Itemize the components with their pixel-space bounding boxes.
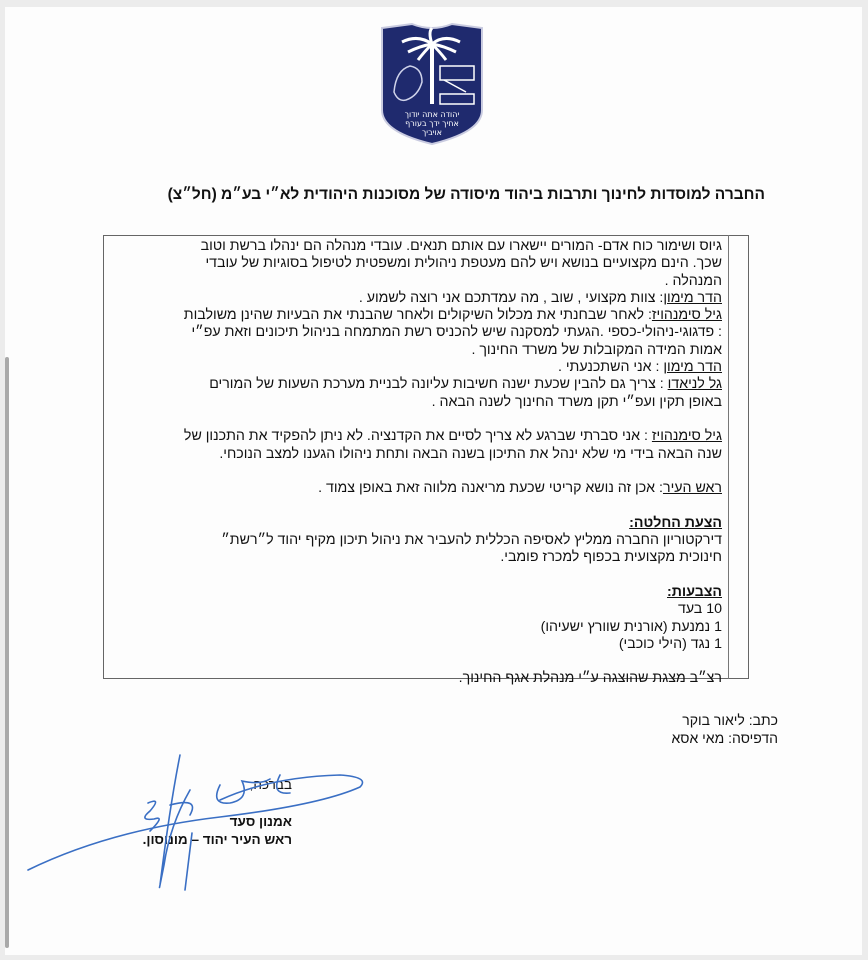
votes-heading: הצבעות:: [667, 583, 722, 600]
paragraph-line: שנה הבאה בידי מי שלא ינהל את התיכון בשנה הבאה ותחת ניהולו הגענו למצב הנוכחי.: [219, 445, 722, 462]
speaker-remark: גיל סימנהויז : אני סברתי שברגע לא צריך לסיים את הקדנציה. לא ניתן להפקיד את התכנון של: [183, 428, 722, 445]
paragraph-line: באופן תקין ועפ״י תקן משרד החינוך לשנה הבאה .: [431, 393, 722, 410]
logo-motto-line-1: יהודה אתה יודוך: [404, 110, 460, 119]
signer-role: ראש העיר יהוד – מונוסון.: [142, 832, 292, 847]
handwritten-signature-icon: [20, 745, 380, 900]
paragraph-line: המנהלה .: [664, 272, 722, 289]
printer-credit: הדפיסה: מאי אסא: [671, 730, 778, 746]
speaker-remark: גיל סימנהויז: לאחר שבחנתי את מכלול השיקולים ולאחר שהבנתי את הבעיות שהינן משולבות: [183, 307, 722, 324]
vertical-scrollbar[interactable]: [5, 357, 9, 948]
vote-line: 1 נמנעת (אורנית שוורץ ישעיהו): [540, 618, 722, 635]
vote-line: 1 נגד (הילי כוכבי): [618, 635, 722, 652]
remark-text: אני השתכנעתי .: [557, 359, 652, 376]
speaker-remark: הדר מימון : אני השתכנעתי .: [557, 359, 722, 376]
paragraph-line: : פדגוגי-ניהולי-כספי .הגעתי למסקנה שיש להכניס רשת המתמחה בניהול תיכונים וזאת עפ״י: [191, 324, 722, 341]
vote-line: 10 בעד: [677, 601, 722, 618]
paragraph-line: אמות המידה המקובלות של משרד החינוך .: [471, 341, 722, 358]
speaker-remark: ראש העיר: אכן זה נושא קריטי שכעת מריאנה מלווה זאת באופן צמוד .: [318, 480, 722, 497]
writer-credit: כתב: ליאור בוקר: [682, 712, 778, 728]
speaker-name: ראש העיר: [662, 480, 722, 497]
speaker-name: גל לניאדו: [667, 376, 722, 393]
speaker-name: הדר מימון: [663, 289, 722, 306]
paragraph-line: גיוס ושימור כוח אדם- המורים יישארו עם אותם תנאים. עובדי מנהלה הם ינהלו ברשת וטוב: [200, 238, 722, 254]
minutes-content: [110, 238, 722, 688]
speaker-remark: גל לניאדו : צריך גם להבין שכעת ישנה חשיבות עליונה לבניית מערכת השעות של המורים: [209, 376, 722, 393]
remark-text: צוות מקצועי , שוב , מה עמדתכם אני רוצה לשמוע .: [358, 289, 656, 306]
document-credits: [560, 711, 778, 747]
remark-text: צריך גם להבין שכעת ישנה חשיבות עליונה לבניית מערכת השעות של המורים: [209, 376, 656, 393]
logo-motto-line-3: אויביך: [421, 128, 443, 137]
closing-note: רצ״ב מצגת שהוצגה ע״י מנהלת אגף החינוך.: [458, 670, 722, 687]
table-column-divider: [728, 235, 729, 679]
resolution-heading: הצעת החלטה:: [629, 514, 722, 531]
resolution-line: דירקטוריון החברה ממליץ לאסיפה הכללית להעביר את ניהול תיכון מקיף יהוד ל״רשת״: [221, 532, 722, 549]
speaker-name: גיל סימנהויז: [651, 428, 722, 445]
paragraph-line: שכך. הינם מקצועיים בנושא ויש להם מעטפת ניהולית ומשפטית לטיפול בסוגיות של עובדי: [205, 255, 722, 272]
greeting: בברכה,: [249, 777, 292, 792]
signer-name: אמנון סעד: [229, 814, 292, 829]
speaker-remark: הדר מימון: צוות מקצועי , שוב , מה עמדתכם אני רוצה לשמוע .: [358, 289, 722, 306]
remark-text: לאחר שבחנתי את מכלול השיקולים ולאחר שהבנתי את הבעיות שהינן משולבות: [183, 307, 645, 324]
speaker-name: הדר מימון: [663, 359, 722, 376]
speaker-name: גיל סימנהויז: [651, 307, 722, 324]
resolution-line: חינוכית מקצועית בכפוף למכרז פומבי.: [500, 549, 722, 566]
city-emblem-shield-icon: [378, 22, 486, 146]
logo-motto-line-2: אחיך ידך בעורף: [405, 119, 459, 128]
remark-text: אני סברתי שברגע לא צריך לסיים את הקדנציה. לא ניתן להפקיד את התכנון של: [183, 428, 641, 445]
remark-text: אכן זה נושא קריטי שכעת מריאנה מלווה זאת באופן צמוד .: [318, 480, 656, 497]
document-title: החברה למוסדות לחינוך ותרבות ביהוד מיסודה של מסוכנות היהודית לא״י בע״מ (חל״צ): [167, 186, 765, 203]
